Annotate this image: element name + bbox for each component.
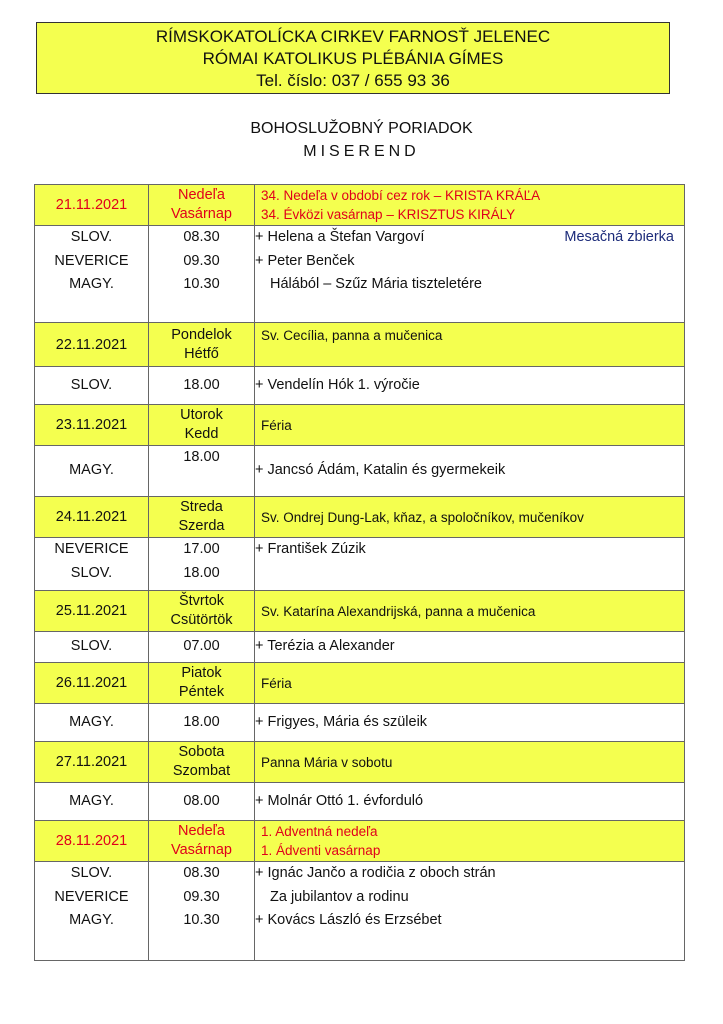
mass-row (35, 704, 685, 742)
mass-row (35, 226, 685, 323)
feast: Féria (255, 663, 685, 704)
day-name-sk: Nedeľa (178, 187, 225, 203)
mass-row (35, 632, 685, 663)
mass-intention: + Vendelín Hók 1. výročie (255, 367, 685, 405)
day-row (35, 742, 685, 783)
mass-row (35, 783, 685, 821)
mass-language: SLOV. (35, 632, 149, 663)
mass-language: SLOV. (35, 367, 149, 405)
header-line-2: RÓMAI KATOLIKUS PLÉBÁNIA GÍMES (202, 49, 504, 68)
day-row (35, 405, 685, 446)
mass-schedule-table (34, 184, 685, 961)
mass-time: 08.30 09.30 10.30 (149, 226, 255, 323)
day-row (35, 663, 685, 704)
mass-row (35, 446, 685, 497)
day-row (35, 821, 685, 862)
mass-row (35, 538, 685, 591)
feast-line: 34. Évközi vasárnap – KRISZTUS KIRÁLY (261, 207, 516, 222)
mass-language: SLOV. NEVERICE MAGY. (35, 226, 149, 323)
day-date: 22.11.2021 (35, 323, 149, 367)
page-title: BOHOSLUŽOBNÝ PORIADOK (250, 120, 473, 137)
day-row (35, 323, 685, 367)
day-date: 25.11.2021 (35, 591, 149, 632)
feast-line: 34. Nedeľa v období cez rok – KRISTA KRÁĽA (261, 188, 541, 203)
parish-header (36, 22, 670, 94)
header-line-3: Tel. číslo: 037 / 655 93 36 (256, 71, 450, 90)
mass-language: MAGY. (35, 783, 149, 821)
feast: Sv. Ondrej Dung-Lak, kňaz, a spoločníkov, mučeníkov (255, 497, 685, 538)
feast (255, 185, 685, 226)
page-subtitle: MISEREND (303, 143, 420, 160)
day-row (35, 497, 685, 538)
mass-time: 07.00 (149, 632, 255, 663)
day-date: 28.11.2021 (35, 821, 149, 862)
day-date: 24.11.2021 (35, 497, 149, 538)
mass-language: SLOV. NEVERICE MAGY. (35, 862, 149, 961)
mass-intention: + Jancsó Ádám, Katalin és gyermekeik (255, 446, 685, 497)
mass-time: 08.30 09.30 10.30 (149, 862, 255, 961)
mass-intention: Mesačná zbierka + Helena a Štefan Vargoví + Peter Benček Hálából – Szűz Mária tiszteletére (255, 226, 685, 323)
header-line-1: RÍMSKOKATOLÍCKA CIRKEV FARNOSŤ JELENEC (155, 27, 551, 46)
mass-time: 18.00 (149, 446, 255, 497)
day-name: Pondelok Hétfő (149, 323, 255, 367)
mass-intention: + František Zúzik (255, 538, 685, 591)
day-row (35, 591, 685, 632)
day-name: Streda Szerda (149, 497, 255, 538)
mass-row (35, 862, 685, 961)
day-name (149, 185, 255, 226)
day-name: Piatok Péntek (149, 663, 255, 704)
day-name-hu: Vasárnap (171, 206, 232, 222)
collection-note: Mesačná zbierka (564, 229, 674, 245)
mass-time: 18.00 (149, 704, 255, 742)
mass-intention: + Frigyes, Mária és szüleik (255, 704, 685, 742)
feast: Panna Mária v sobotu (255, 742, 685, 783)
mass-language: MAGY. (35, 704, 149, 742)
day-row (35, 185, 685, 226)
day-date: 27.11.2021 (35, 742, 149, 783)
day-date: 23.11.2021 (35, 405, 149, 446)
day-name: Utorok Kedd (149, 405, 255, 446)
mass-intention: + Ignác Jančo a rodičia z oboch strán Za jubilantov a rodinu + Kovács László és Erzsébet (255, 862, 685, 961)
mass-row (35, 367, 685, 405)
day-name: Nedeľa Vasárnap (149, 821, 255, 862)
mass-time: 18.00 (149, 367, 255, 405)
mass-language: MAGY. (35, 446, 149, 497)
day-name: Sobota Szombat (149, 742, 255, 783)
mass-time: 17.00 18.00 (149, 538, 255, 591)
day-date: 21.11.2021 (35, 185, 149, 226)
day-date: 26.11.2021 (35, 663, 149, 704)
mass-time: 08.00 (149, 783, 255, 821)
feast: Féria (255, 405, 685, 446)
feast: Sv. Katarína Alexandrijská, panna a mučenica (255, 591, 685, 632)
feast: 1. Adventná nedeľa 1. Ádventi vasárnap (255, 821, 685, 862)
mass-intention: + Molnár Ottó 1. évforduló (255, 783, 685, 821)
day-name: Štvrtok Csütörtök (149, 591, 255, 632)
mass-language: NEVERICE SLOV. (35, 538, 149, 591)
feast: Sv. Cecília, panna a mučenica (255, 323, 685, 367)
mass-intention: + Terézia a Alexander (255, 632, 685, 663)
